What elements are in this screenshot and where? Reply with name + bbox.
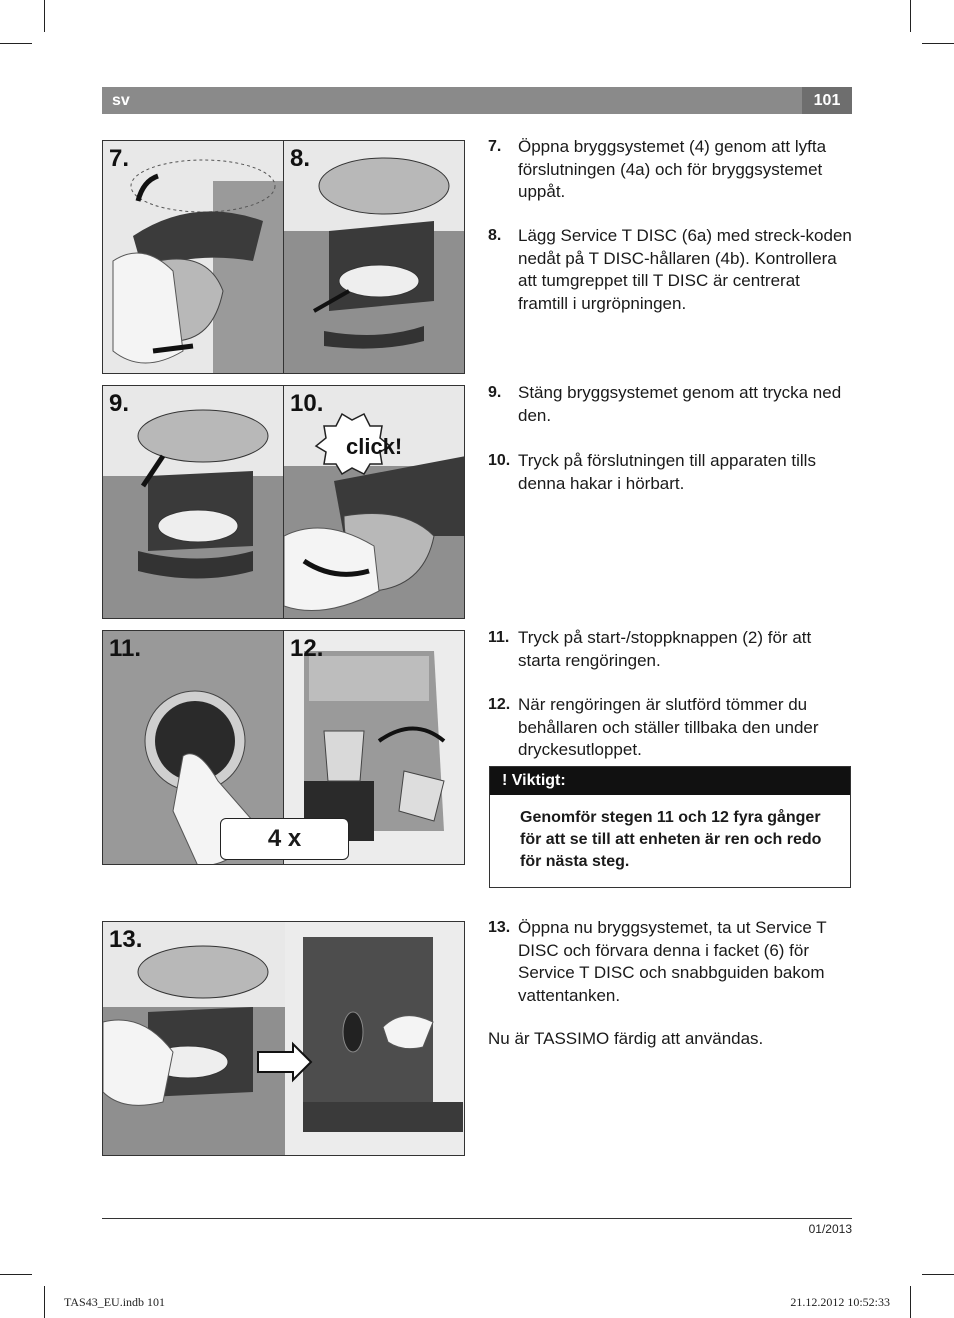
crop-mark xyxy=(910,1286,911,1318)
instruction-step-9 xyxy=(488,382,852,427)
illustration-remove-tdisc xyxy=(103,922,465,1156)
step-number: 13. xyxy=(109,926,143,953)
click-label: click! xyxy=(346,434,403,459)
crop-mark xyxy=(44,1286,45,1318)
instruction-text: Öppna nu bryggsystemet, ta ut Service T DISC och förvara denna i facket (6) för Service T DISC och snabbguiden bakom vattentanken. xyxy=(518,918,827,1005)
note-body: Genomför stegen 11 och 12 fyra gånger för att se till att enheten är ren och redo för nästa steg. xyxy=(520,809,822,870)
print-slug-file: TAS43_EU.indb 101 xyxy=(64,1295,166,1309)
illustration-close-brewer xyxy=(103,386,284,619)
language-code: sv xyxy=(112,92,130,109)
illustration-insert-tdisc xyxy=(284,141,465,374)
print-slug-timestamp: 21.12.2012 10:52:33 xyxy=(790,1295,890,1309)
instruction-text: Öppna bryggsystemet (4) genom att lyfta förslutningen (4a) och för bryggsystemet uppåt. xyxy=(518,137,827,201)
illustration-press-lock xyxy=(284,386,465,619)
illustration-step-8 xyxy=(283,140,465,374)
instruction-text: Tryck på start-/stoppknappen (2) för att starta rengöringen. xyxy=(518,628,812,670)
instruction-step-10 xyxy=(488,450,852,495)
instruction-text: Lägg Service T DISC (6a) med streck-koden nedåt på T DISC-hållaren (4b). Kontrollera att tumgreppet till T DISC är centrerat framtill i urgröpningen. xyxy=(518,226,852,313)
crop-mark xyxy=(44,0,45,32)
instruction-step-13 xyxy=(488,917,852,1007)
illustration-step-10 xyxy=(283,385,465,619)
instruction-text: Tryck på förslutningen till apparaten tills denna hakar i hörbart. xyxy=(518,451,816,493)
illustration-step-13 xyxy=(102,921,465,1156)
crop-mark xyxy=(910,0,911,32)
instruction-number: 8. xyxy=(488,227,502,244)
crop-mark xyxy=(0,43,32,44)
instruction-step-8 xyxy=(488,225,852,315)
step-number: 9. xyxy=(109,390,130,417)
crop-mark xyxy=(922,1274,954,1275)
illustration-open-brewer xyxy=(103,141,284,374)
footer-divider xyxy=(102,1218,852,1219)
instruction-number: 10. xyxy=(488,452,511,469)
instruction-step-11 xyxy=(488,627,852,672)
instruction-number: 11. xyxy=(488,629,510,646)
step-number: 10. xyxy=(290,390,324,417)
instruction-text: Stäng bryggsystemet genom att trycka ned den. xyxy=(518,383,842,425)
step-number: 7. xyxy=(109,145,130,172)
step-number: 12. xyxy=(290,635,324,662)
note-title: ! Viktigt: xyxy=(490,767,850,795)
instruction-number: 7. xyxy=(488,138,502,155)
crop-mark xyxy=(922,43,954,44)
important-note-box xyxy=(489,766,851,888)
illustration-step-9 xyxy=(102,385,284,619)
crop-mark xyxy=(0,1274,32,1275)
date-code: 01/2013 xyxy=(808,1222,852,1236)
instruction-number: 13. xyxy=(488,919,511,936)
instruction-number: 9. xyxy=(488,384,502,401)
step-number: 8. xyxy=(290,145,311,172)
repeat-count-label: 4 x xyxy=(220,818,349,860)
instruction-step-12 xyxy=(488,694,852,762)
instruction-number: 12. xyxy=(488,696,511,713)
closing-text: Nu är TASSIMO färdig att användas. xyxy=(488,1029,764,1048)
page-number: 101 xyxy=(802,87,852,114)
illustration-step-7 xyxy=(102,140,284,374)
instruction-step-7 xyxy=(488,136,852,204)
instruction-text: När rengöringen är slutförd tömmer du behållaren och ställer tillbaka den under dryckesutloppet. xyxy=(518,695,819,759)
page-header xyxy=(102,87,852,114)
step-number: 11. xyxy=(109,635,142,662)
